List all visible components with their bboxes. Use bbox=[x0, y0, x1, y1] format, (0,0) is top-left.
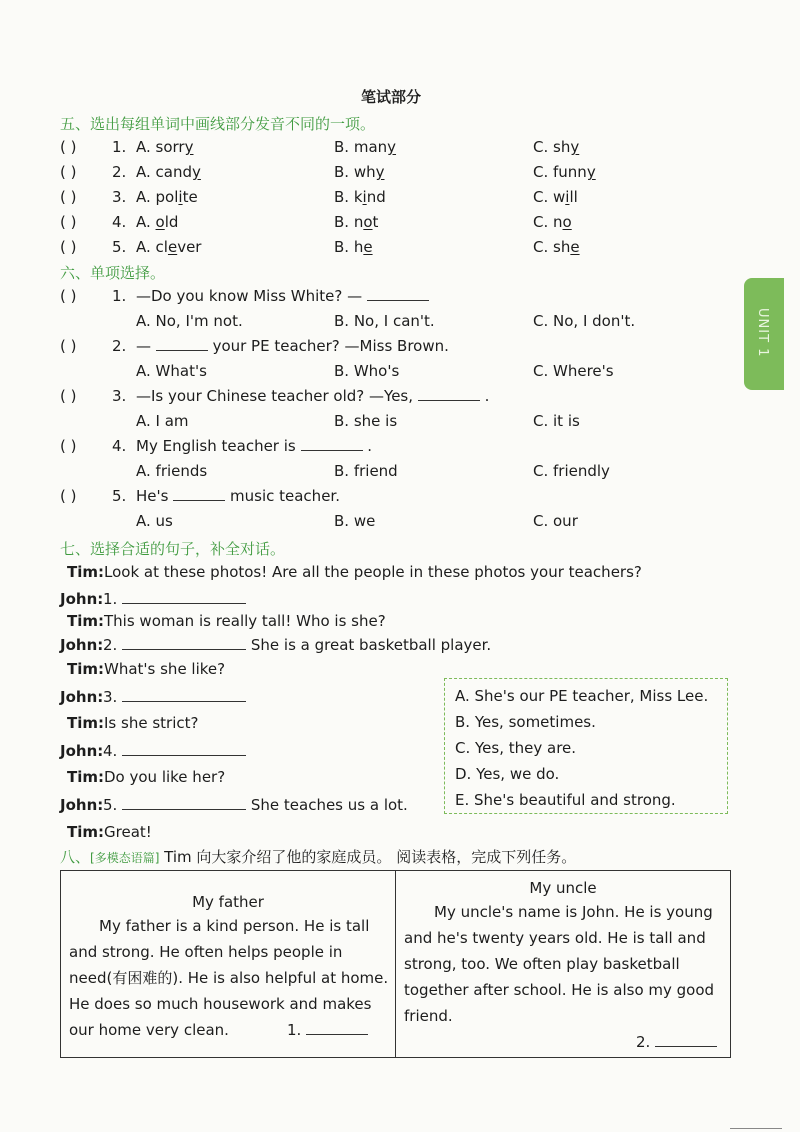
word-part: C. funn bbox=[533, 163, 587, 181]
choice-option[interactable]: C. friendly bbox=[533, 462, 610, 480]
uncle-line: strong, too. We often play basketball bbox=[404, 955, 680, 973]
unit-side-tab bbox=[744, 278, 784, 390]
word-option[interactable] bbox=[334, 138, 396, 156]
speaker-john: John: bbox=[60, 688, 104, 706]
word-part: t bbox=[372, 213, 379, 231]
question-part: —Yes, bbox=[369, 387, 414, 405]
section-8-prefix: 八、 bbox=[60, 848, 91, 866]
option-d: D. Yes, we do. bbox=[455, 765, 560, 783]
question-part: . bbox=[367, 437, 373, 455]
speaker-tim: Tim: bbox=[67, 768, 105, 786]
choice-option[interactable]: B. she is bbox=[334, 412, 398, 430]
section-8-heading bbox=[60, 846, 576, 867]
question bbox=[136, 337, 449, 355]
word-option[interactable] bbox=[533, 188, 578, 206]
section-6-heading: 六、单项选择。 bbox=[60, 264, 166, 282]
word-part: C. sh bbox=[533, 238, 571, 256]
section-7-heading: 七、选择合适的句子，补全对话。 bbox=[60, 540, 286, 558]
word-part: A. cand bbox=[136, 163, 193, 181]
father-line: and strong. He often helps people in bbox=[69, 943, 343, 961]
choice-option[interactable]: B. friend bbox=[334, 462, 398, 480]
word-option[interactable] bbox=[334, 163, 385, 181]
answer-paren[interactable]: ( ) bbox=[60, 437, 77, 455]
underlined-letters: i bbox=[362, 188, 367, 206]
uncle-line: and he's twenty years old. He is tall and bbox=[404, 929, 706, 947]
question-part: My English teacher is bbox=[136, 437, 296, 455]
choice-option[interactable]: C. No, I don't. bbox=[533, 312, 636, 330]
answer-paren[interactable]: ( ) bbox=[60, 213, 77, 231]
dialogue-text: 1. bbox=[103, 590, 118, 608]
option-c: C. Yes, they are. bbox=[455, 739, 577, 757]
underlined-letters: y bbox=[184, 138, 194, 156]
choice-option[interactable]: B. we bbox=[334, 512, 376, 530]
word-option[interactable] bbox=[136, 188, 198, 206]
dialogue-after: She teaches us a lot. bbox=[250, 796, 408, 814]
choice-option[interactable]: C. our bbox=[533, 512, 578, 530]
item-number: 5. bbox=[112, 487, 127, 505]
choice-option[interactable]: A. I am bbox=[136, 412, 189, 430]
dialogue-text: 3. bbox=[103, 688, 118, 706]
dialogue-text: Do you like her? bbox=[104, 768, 226, 786]
word-part: B. n bbox=[334, 213, 364, 231]
word-part: te bbox=[182, 188, 198, 206]
answer-blank[interactable] bbox=[122, 603, 246, 604]
uncle-cell bbox=[396, 871, 731, 1058]
dialogue-text: Great! bbox=[104, 823, 152, 841]
word-part: B. man bbox=[334, 138, 388, 156]
answer-paren[interactable]: ( ) bbox=[60, 238, 77, 256]
answer-paren[interactable]: ( ) bbox=[60, 138, 77, 156]
speaker-tim: Tim: bbox=[67, 823, 105, 841]
word-part: nd bbox=[366, 188, 386, 206]
item-number: 4. bbox=[112, 213, 127, 231]
underlined-letters: o bbox=[155, 213, 165, 231]
dialogue-line bbox=[104, 714, 198, 732]
word-option[interactable] bbox=[334, 238, 373, 256]
choice-option[interactable]: B. No, I can't. bbox=[334, 312, 435, 330]
item-number: 2. bbox=[112, 337, 127, 355]
father-line: My father is a kind person. He is tall bbox=[99, 917, 370, 935]
question-part: music teacher. bbox=[230, 487, 340, 505]
underlined-letters: e bbox=[363, 238, 373, 256]
answer-paren[interactable]: ( ) bbox=[60, 487, 77, 505]
word-part: ld bbox=[164, 213, 179, 231]
father-title: My father bbox=[192, 893, 264, 911]
dialogue-line bbox=[104, 612, 386, 630]
answer-blank[interactable] bbox=[122, 701, 246, 702]
dialogue-line bbox=[103, 796, 408, 814]
underlined-letters: e bbox=[570, 238, 580, 256]
speaker-tim: Tim: bbox=[67, 612, 105, 630]
section-8-instruction: Tim 向大家介绍了他的家庭成员。 阅读表格，完成下列任务。 bbox=[164, 848, 577, 866]
dialogue-text: 4. bbox=[103, 742, 118, 760]
speaker-tim: Tim: bbox=[67, 714, 105, 732]
question bbox=[136, 387, 489, 405]
answer-paren[interactable]: ( ) bbox=[60, 287, 77, 305]
question-part: —Is your Chinese teacher old? bbox=[136, 387, 365, 405]
word-option[interactable] bbox=[533, 238, 580, 256]
underlined-letters: y bbox=[586, 163, 596, 181]
choice-option[interactable]: A. friends bbox=[136, 462, 208, 480]
dialogue-line bbox=[103, 742, 246, 760]
answer-blank[interactable] bbox=[301, 450, 363, 451]
question-part: —Miss Brown. bbox=[344, 337, 449, 355]
question-part: —Do you know Miss White? bbox=[136, 287, 343, 305]
dialogue-line bbox=[104, 660, 225, 678]
answer-2 bbox=[636, 1033, 717, 1051]
question-part: He's bbox=[136, 487, 169, 505]
word-option[interactable] bbox=[136, 213, 178, 231]
item-number: 3. bbox=[112, 387, 127, 405]
unit-tab-label: UNIT 1 bbox=[755, 308, 770, 358]
word-part: C. sh bbox=[533, 138, 571, 156]
answer-2-number: 2. bbox=[636, 1033, 651, 1051]
choice-option[interactable]: B. Who's bbox=[334, 362, 400, 380]
multimodal-tag: [多模态语篇] bbox=[90, 851, 160, 865]
underlined-letters: i bbox=[565, 188, 570, 206]
option-b: B. Yes, sometimes. bbox=[455, 713, 596, 731]
dialogue-text: 5. bbox=[103, 796, 118, 814]
dialogue-text: Look at these photos! Are all the people in these photos your teachers? bbox=[104, 563, 642, 581]
question-part: . bbox=[484, 387, 490, 405]
uncle-line: My uncle's name is John. He is young bbox=[434, 903, 713, 921]
underlined-letters: i bbox=[178, 188, 183, 206]
father-line-last: our home very clean. 1. bbox=[69, 1017, 389, 1043]
item-number: 1. bbox=[112, 138, 127, 156]
word-option[interactable] bbox=[136, 163, 201, 181]
choice-option[interactable]: C. it is bbox=[533, 412, 580, 430]
answer-paren[interactable]: ( ) bbox=[60, 337, 77, 355]
option-e: E. She's beautiful and strong. bbox=[455, 791, 676, 809]
underlined-letters: o bbox=[562, 213, 572, 231]
word-option[interactable] bbox=[334, 213, 378, 231]
dialogue-line bbox=[103, 688, 246, 706]
word-part: B. k bbox=[334, 188, 363, 206]
dialogue-line bbox=[104, 563, 642, 581]
word-option[interactable] bbox=[533, 163, 596, 181]
choice-option[interactable]: C. Where's bbox=[533, 362, 614, 380]
answer-paren[interactable]: ( ) bbox=[60, 387, 77, 405]
answer-blank[interactable] bbox=[173, 500, 225, 501]
word-part: ll bbox=[569, 188, 578, 206]
dialogue-line bbox=[104, 768, 225, 786]
uncle-text bbox=[396, 899, 730, 1029]
dialogue-line bbox=[103, 590, 246, 608]
answer-blank[interactable] bbox=[122, 809, 246, 810]
item-number: 2. bbox=[112, 163, 127, 181]
father-line: He does so much housework and makes bbox=[69, 995, 372, 1013]
answer-blank[interactable] bbox=[122, 755, 246, 756]
choice-option[interactable]: A. us bbox=[136, 512, 173, 530]
word-option[interactable] bbox=[136, 138, 194, 156]
item-number: 3. bbox=[112, 188, 127, 206]
speaker-john: John: bbox=[60, 796, 104, 814]
question-part: — bbox=[347, 287, 363, 305]
page-corner-line bbox=[730, 1128, 782, 1129]
underlined-letters: o bbox=[363, 213, 373, 231]
choice-option[interactable]: A. What's bbox=[136, 362, 207, 380]
options-box bbox=[444, 678, 728, 814]
underlined-letters: y bbox=[375, 163, 385, 181]
answer-2-blank[interactable] bbox=[655, 1046, 717, 1047]
father-text bbox=[61, 913, 395, 1043]
word-part: ver bbox=[177, 238, 202, 256]
reading-table bbox=[60, 870, 731, 1058]
dialogue-text: 2. bbox=[103, 636, 118, 654]
answer-1-blank[interactable] bbox=[306, 1034, 368, 1035]
underlined-letters: y bbox=[570, 138, 580, 156]
question bbox=[136, 287, 429, 305]
word-part: A. sorr bbox=[136, 138, 185, 156]
uncle-title: My uncle bbox=[529, 879, 597, 897]
question bbox=[136, 487, 340, 505]
speaker-john: John: bbox=[60, 636, 104, 654]
word-option[interactable] bbox=[334, 188, 386, 206]
uncle-line: friend. bbox=[404, 1007, 453, 1025]
father-cell bbox=[61, 871, 396, 1058]
word-option[interactable] bbox=[533, 213, 572, 231]
question-part: your PE teacher? bbox=[212, 337, 340, 355]
dialogue-line bbox=[104, 823, 152, 841]
word-part: B. h bbox=[334, 238, 364, 256]
page-title: 笔试部分 bbox=[361, 88, 422, 106]
choice-option[interactable]: A. No, I'm not. bbox=[136, 312, 243, 330]
section-5-heading: 五、选出每组单词中画线部分发音不同的一项。 bbox=[60, 115, 376, 133]
word-option[interactable] bbox=[533, 138, 579, 156]
answer-paren[interactable]: ( ) bbox=[60, 188, 77, 206]
question-part: — bbox=[136, 337, 151, 355]
uncle-line: together after school. He is also my good bbox=[404, 981, 715, 999]
option-a: A. She's our PE teacher, Miss Lee. bbox=[455, 687, 709, 705]
dialogue-line bbox=[103, 636, 491, 654]
father-line: need(有困难的). He is also helpful at home. bbox=[69, 969, 389, 987]
answer-1-number: 1. bbox=[286, 1021, 302, 1039]
word-part: C. w bbox=[533, 188, 566, 206]
dialogue-text: This woman is really tall! Who is she? bbox=[104, 612, 386, 630]
answer-blank[interactable] bbox=[367, 300, 429, 301]
speaker-tim: Tim: bbox=[67, 660, 105, 678]
item-number: 1. bbox=[112, 287, 127, 305]
item-number: 4. bbox=[112, 437, 127, 455]
speaker-john: John: bbox=[60, 742, 104, 760]
dialogue-text: What's she like? bbox=[104, 660, 226, 678]
underlined-letters: y bbox=[387, 138, 397, 156]
underlined-letters: y bbox=[192, 163, 201, 181]
word-part: A. bbox=[136, 213, 156, 231]
dialogue-after: She is a great basketball player. bbox=[250, 636, 492, 654]
word-part: A. pol bbox=[136, 188, 179, 206]
answer-blank[interactable] bbox=[418, 400, 480, 401]
word-part: C. n bbox=[533, 213, 563, 231]
word-option[interactable] bbox=[136, 238, 201, 256]
question bbox=[136, 437, 372, 455]
answer-paren[interactable]: ( ) bbox=[60, 163, 77, 181]
speaker-tim: Tim: bbox=[67, 563, 105, 581]
underlined-letters: e bbox=[167, 238, 178, 256]
word-part: B. wh bbox=[334, 163, 376, 181]
answer-blank[interactable] bbox=[122, 649, 246, 650]
word-part: A. cl bbox=[136, 238, 168, 256]
dialogue-text: Is she strict? bbox=[104, 714, 199, 732]
item-number: 5. bbox=[112, 238, 127, 256]
speaker-john: John: bbox=[60, 590, 104, 608]
answer-blank[interactable] bbox=[156, 350, 208, 351]
